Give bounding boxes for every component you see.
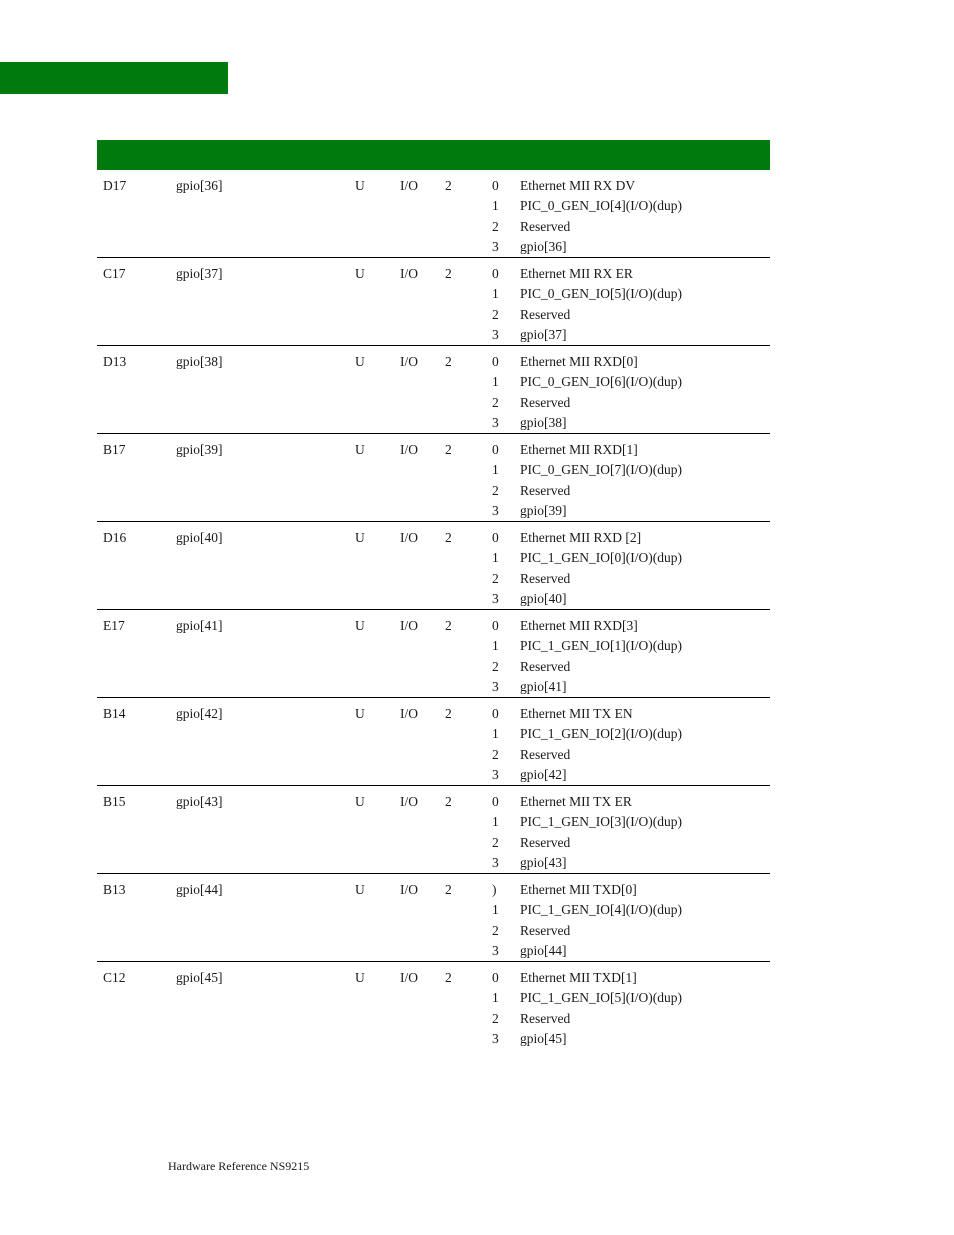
mode-value: 3 [492, 1030, 499, 1046]
io-cell: I/O [400, 970, 418, 985]
mode-value: 1 [492, 286, 499, 302]
function-value: PIC_1_GEN_IO[4](I/O)(dup) [520, 902, 682, 918]
io-cell: I/O [400, 178, 418, 193]
mode-value: 2 [492, 218, 499, 234]
mode-cell [492, 176, 499, 257]
drive-cell: 2 [445, 970, 452, 985]
table-row [97, 434, 770, 522]
drive-cell: 2 [445, 706, 452, 721]
mode-value: 0 [492, 266, 499, 281]
mode-value: 1 [492, 638, 499, 654]
table-row [97, 962, 770, 1050]
drive-cell: 2 [445, 178, 452, 193]
signal-cell: gpio[40] [176, 530, 223, 545]
function-value: Ethernet MII TXD[1] [520, 970, 637, 985]
table-row [97, 698, 770, 786]
pin-cell: B15 [103, 794, 126, 809]
mode-value: 1 [492, 902, 499, 918]
pin-cell: C17 [103, 266, 126, 281]
mode-cell [492, 968, 499, 1049]
signal-cell: gpio[36] [176, 178, 223, 193]
pin-cell: D16 [103, 530, 127, 545]
function-value: gpio[38] [520, 414, 567, 430]
mode-value: 1 [492, 198, 499, 214]
mode-cell [492, 264, 499, 345]
pin-cell: D13 [103, 354, 127, 369]
drive-cell: 2 [445, 618, 452, 633]
function-value: Reserved [520, 570, 571, 586]
mode-value: 2 [492, 394, 499, 410]
io-cell: I/O [400, 706, 418, 721]
mode-value: 0 [492, 970, 499, 985]
mode-value: 0 [492, 178, 499, 193]
function-value: PIC_1_GEN_IO[5](I/O)(dup) [520, 990, 682, 1006]
mode-value: 1 [492, 462, 499, 478]
pull-cell: U [355, 266, 365, 281]
function-value: gpio[39] [520, 502, 567, 518]
pin-cell: C12 [103, 970, 126, 985]
signal-cell: gpio[38] [176, 354, 223, 369]
function-cell [520, 616, 682, 697]
signal-cell: gpio[37] [176, 266, 223, 281]
function-value: Reserved [520, 658, 571, 674]
mode-value: 3 [492, 766, 499, 782]
mode-cell [492, 704, 499, 785]
function-value: PIC_1_GEN_IO[3](I/O)(dup) [520, 814, 682, 830]
table-body [97, 170, 770, 1050]
mode-value: 3 [492, 854, 499, 870]
drive-cell: 2 [445, 882, 452, 897]
pull-cell: U [355, 882, 365, 897]
mode-value: 2 [492, 922, 499, 938]
pin-cell: E17 [103, 618, 125, 633]
mode-value: 2 [492, 306, 499, 322]
signal-cell: gpio[41] [176, 618, 223, 633]
function-value: PIC_0_GEN_IO[5](I/O)(dup) [520, 286, 682, 302]
signal-cell: gpio[42] [176, 706, 223, 721]
function-value: gpio[36] [520, 238, 567, 254]
drive-cell: 2 [445, 794, 452, 809]
mode-value: 0 [492, 706, 499, 721]
table-row [97, 346, 770, 434]
mode-cell [492, 792, 499, 873]
pinout-table [97, 140, 770, 1050]
mode-value: 3 [492, 414, 499, 430]
function-value: gpio[40] [520, 590, 567, 606]
mode-value: 2 [492, 746, 499, 762]
io-cell: I/O [400, 530, 418, 545]
pin-cell: B13 [103, 882, 126, 897]
mode-value: 2 [492, 834, 499, 850]
io-cell: I/O [400, 618, 418, 633]
function-value: PIC_1_GEN_IO[1](I/O)(dup) [520, 638, 682, 654]
function-value: Ethernet MII RX ER [520, 266, 633, 281]
table-row [97, 874, 770, 962]
mode-value: 3 [492, 678, 499, 694]
function-value: Reserved [520, 482, 571, 498]
io-cell: I/O [400, 354, 418, 369]
signal-cell: gpio[39] [176, 442, 223, 457]
mode-value: 0 [492, 354, 499, 369]
function-cell [520, 176, 682, 257]
table-row [97, 258, 770, 346]
function-cell [520, 968, 682, 1049]
function-cell [520, 704, 682, 785]
mode-cell [492, 880, 499, 961]
mode-value: 1 [492, 550, 499, 566]
mode-value: ) [492, 882, 497, 897]
function-value: gpio[42] [520, 766, 567, 782]
function-value: Ethernet MII TX EN [520, 706, 633, 721]
function-value: Reserved [520, 306, 571, 322]
function-value: Reserved [520, 746, 571, 762]
mode-value: 1 [492, 814, 499, 830]
mode-value: 1 [492, 726, 499, 742]
mode-cell [492, 440, 499, 521]
mode-value: 2 [492, 1010, 499, 1026]
function-value: PIC_1_GEN_IO[2](I/O)(dup) [520, 726, 682, 742]
mode-value: 3 [492, 502, 499, 518]
mode-value: 1 [492, 374, 499, 390]
pull-cell: U [355, 442, 365, 457]
function-value: Ethernet MII TXD[0] [520, 882, 637, 897]
signal-cell: gpio[45] [176, 970, 223, 985]
mode-value: 3 [492, 942, 499, 958]
function-value: Ethernet MII TX ER [520, 794, 632, 809]
signal-cell: gpio[44] [176, 882, 223, 897]
function-value: Ethernet MII RXD [2] [520, 530, 642, 545]
function-value: Ethernet MII RX DV [520, 178, 636, 193]
function-value: Reserved [520, 922, 571, 938]
io-cell: I/O [400, 442, 418, 457]
mode-value: 0 [492, 794, 499, 809]
io-cell: I/O [400, 794, 418, 809]
pull-cell: U [355, 354, 365, 369]
function-cell [520, 792, 682, 873]
function-value: gpio[37] [520, 326, 567, 342]
io-cell: I/O [400, 266, 418, 281]
function-value: gpio[41] [520, 678, 567, 694]
function-value: Ethernet MII RXD[3] [520, 618, 638, 633]
table-row [97, 522, 770, 610]
pin-cell: B14 [103, 706, 126, 721]
function-value: Ethernet MII RXD[0] [520, 354, 638, 369]
mode-value: 2 [492, 570, 499, 586]
pull-cell: U [355, 794, 365, 809]
table-row [97, 786, 770, 874]
function-value: Reserved [520, 394, 571, 410]
mode-cell [492, 352, 499, 433]
mode-cell [492, 616, 499, 697]
footer-text: Hardware Reference NS9215 [168, 1159, 310, 1173]
function-cell [520, 440, 682, 521]
pull-cell: U [355, 706, 365, 721]
io-cell: I/O [400, 882, 418, 897]
pull-cell: U [355, 970, 365, 985]
function-value: PIC_0_GEN_IO[4](I/O)(dup) [520, 198, 682, 214]
mode-value: 3 [492, 590, 499, 606]
function-value: gpio[44] [520, 942, 567, 958]
pull-cell: U [355, 178, 365, 193]
pin-cell: B17 [103, 442, 126, 457]
signal-cell: gpio[43] [176, 794, 223, 809]
table-row [97, 610, 770, 698]
mode-value: 0 [492, 530, 499, 545]
function-value: Ethernet MII RXD[1] [520, 442, 638, 457]
drive-cell: 2 [445, 442, 452, 457]
function-value: gpio[43] [520, 854, 567, 870]
function-value: Reserved [520, 1010, 571, 1026]
pull-cell: U [355, 618, 365, 633]
function-value: PIC_1_GEN_IO[0](I/O)(dup) [520, 550, 682, 566]
function-value: PIC_0_GEN_IO[7](I/O)(dup) [520, 462, 682, 478]
pin-cell: D17 [103, 178, 127, 193]
function-cell [520, 264, 682, 345]
mode-value: 3 [492, 238, 499, 254]
function-value: Reserved [520, 834, 571, 850]
pull-cell: U [355, 530, 365, 545]
mode-value: 2 [492, 482, 499, 498]
mode-cell [492, 528, 499, 609]
mode-value: 0 [492, 618, 499, 633]
drive-cell: 2 [445, 266, 452, 281]
function-value: PIC_0_GEN_IO[6](I/O)(dup) [520, 374, 682, 390]
function-cell [520, 880, 682, 961]
function-value: gpio[45] [520, 1030, 567, 1046]
mode-value: 1 [492, 990, 499, 1006]
drive-cell: 2 [445, 530, 452, 545]
table-row [97, 170, 770, 258]
table-header-bar [97, 140, 770, 170]
mode-value: 3 [492, 326, 499, 342]
function-cell [520, 352, 682, 433]
function-cell [520, 528, 682, 609]
header-color-bar [0, 62, 228, 94]
function-value: Reserved [520, 218, 571, 234]
mode-value: 2 [492, 658, 499, 674]
mode-value: 0 [492, 442, 499, 457]
drive-cell: 2 [445, 354, 452, 369]
